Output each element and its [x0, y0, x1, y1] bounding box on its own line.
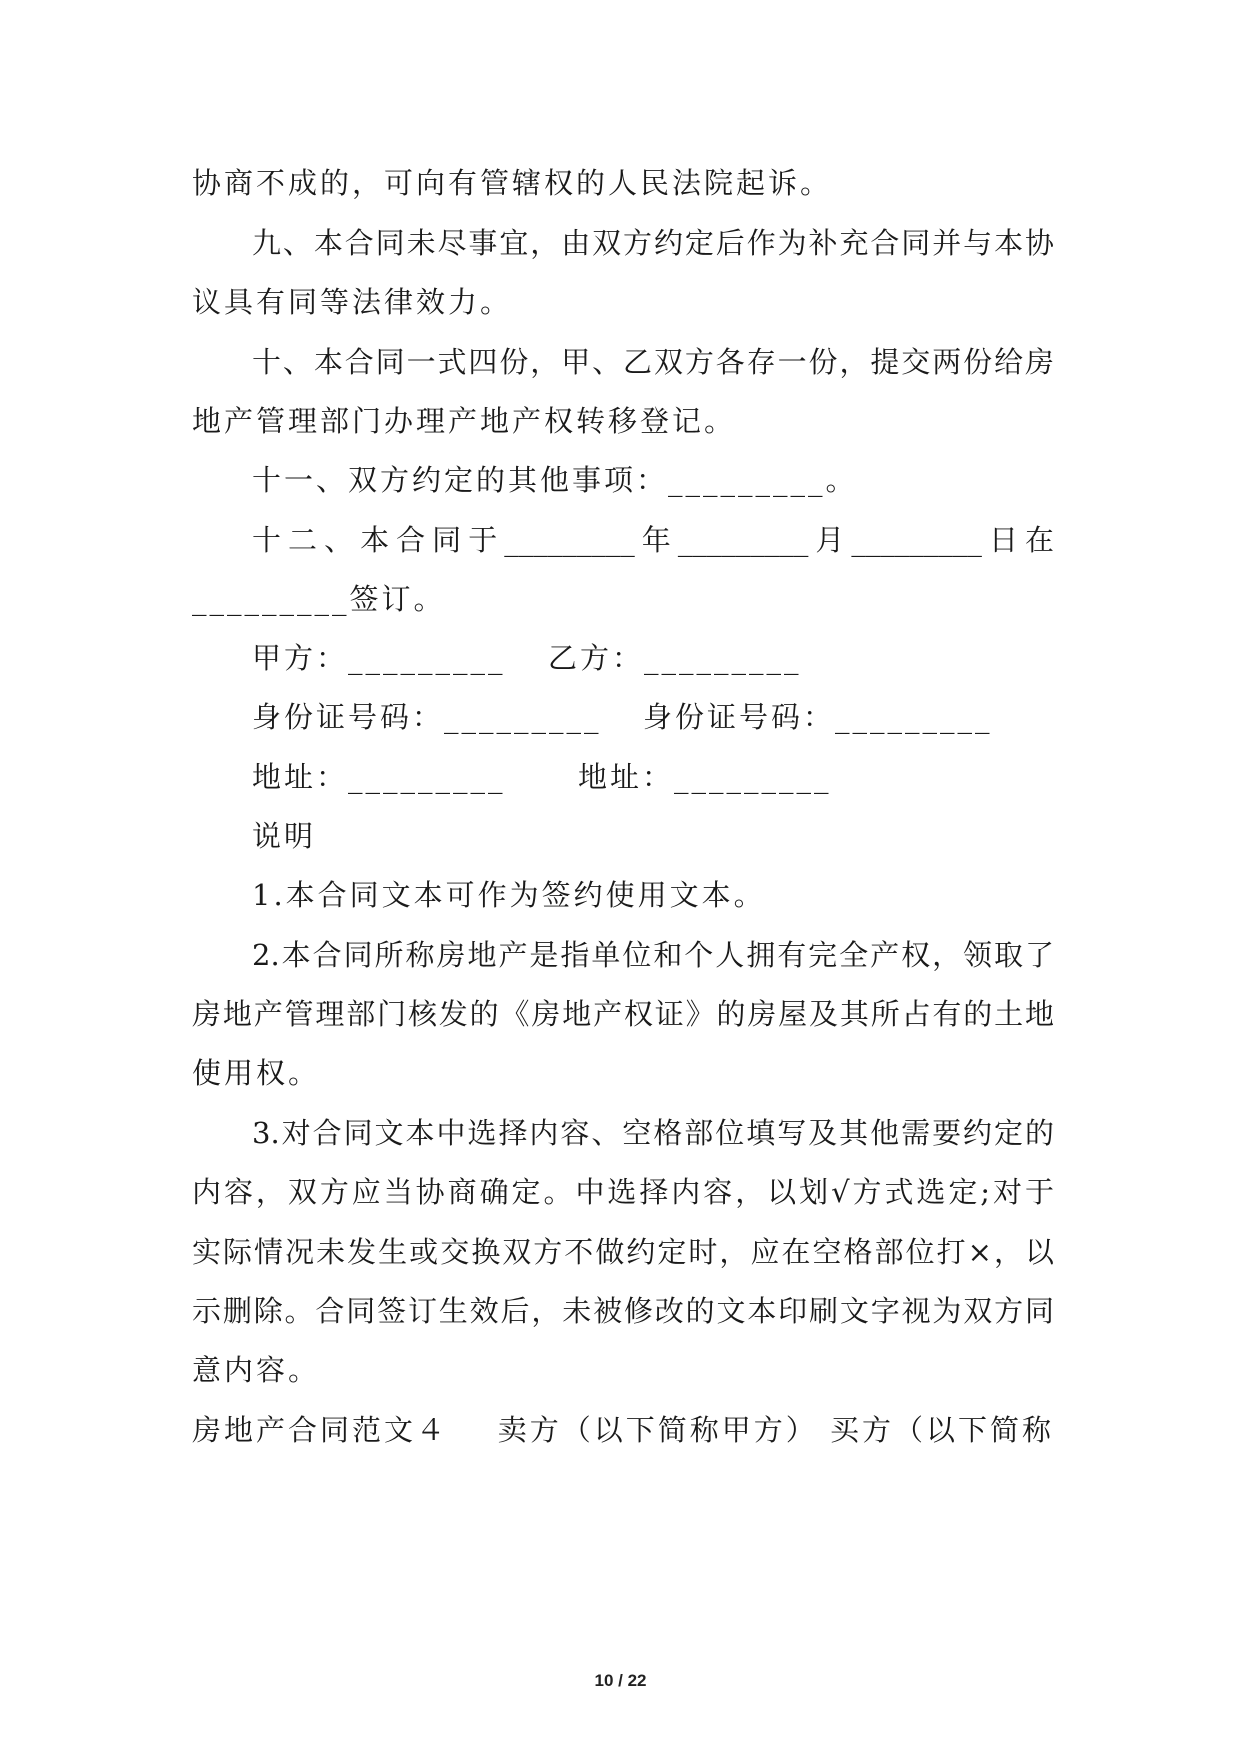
- note-line: 1.本合同文本可作为签约使用文本。: [252, 878, 766, 912]
- note-line: 2.本合同所称房地产是指单位和个人拥有完全产权，领取了: [252, 938, 1054, 972]
- paragraph-line: 议具有同等法律效力。: [192, 285, 513, 319]
- party-a-id: 身份证号码：_________: [252, 700, 602, 734]
- paragraph-line: 九、本合同未尽事宜，由双方约定后作为补充合同并与本协: [252, 226, 1054, 260]
- note-line: 使用权。: [192, 1056, 321, 1090]
- note-line: 房地产管理部门核发的《房地产权证》的房屋及其所占有的土地: [192, 997, 1054, 1031]
- page-number: 10 / 22: [594, 1671, 647, 1690]
- paragraph-line: 十、本合同一式四份，甲、乙双方各存一份，提交两份给房: [252, 345, 1054, 379]
- paragraph-line: 地产管理部门办理产地产权转移登记。: [192, 404, 737, 438]
- party-b-address: 地址：_________: [578, 760, 832, 794]
- section-title: 房地产合同范文４: [192, 1413, 449, 1447]
- party-a-signature: 甲方：_________: [252, 641, 506, 675]
- paragraph-line: 十一、双方约定的其他事项：_________。: [252, 463, 858, 497]
- note-line: 实际情况未发生或交换双方不做约定时，应在空格部位打×，以: [192, 1235, 1054, 1269]
- note-line: 3.对合同文本中选择内容、空格部位填写及其他需要约定的: [252, 1116, 1054, 1150]
- note-line: 内容，双方应当协商确定。中选择内容，以划√方式选定;对于: [192, 1175, 1054, 1209]
- paragraph-line: _________签订。: [192, 582, 446, 616]
- party-b-id: 身份证号码：_________: [643, 700, 993, 734]
- paragraph-line: 协商不成的，可向有管辖权的人民法院起诉。: [192, 166, 833, 200]
- paragraph-line: 卖方（以下简称甲方） 买方（以下简称: [497, 1413, 1054, 1447]
- party-a-address: 地址：_________: [252, 760, 506, 794]
- note-line: 意内容。: [192, 1353, 321, 1387]
- party-b-signature: 乙方：_________: [548, 641, 802, 675]
- note-line: 示删除。合同签订生效后，未被修改的文本印刷文字视为双方同: [192, 1294, 1054, 1328]
- notes-heading: 说明: [252, 819, 317, 853]
- paragraph-line: 十二、本合同于_________年_________月_________日在: [252, 523, 1054, 557]
